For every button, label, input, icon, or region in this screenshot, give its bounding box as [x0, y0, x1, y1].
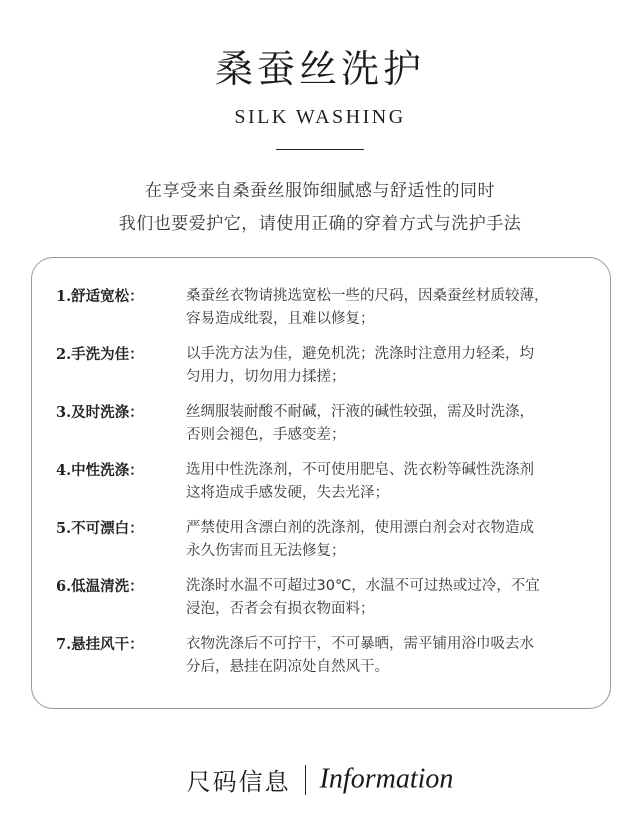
care-item-text	[186, 285, 608, 331]
care-item-line: 严禁使用含漂白剂的洗涤剂，使用漂白剂会对衣物造成	[186, 520, 534, 536]
care-item-text	[186, 517, 608, 563]
care-item-label: 4.中性洗涤：	[56, 462, 144, 479]
care-item-line: 丝绸服装耐酸不耐碱，汗液的碱性较强，需及时洗涤，	[186, 404, 534, 420]
size-info-heading	[0, 762, 640, 797]
care-item-line: 洗涤时水温不可超过30℃，水温不可过热或过冷，不宜	[186, 578, 540, 594]
care-item-label: 5.不可漂白：	[56, 520, 144, 537]
care-item-line: 以手洗方法为佳，避免机洗；洗涤时注意用力轻柔，均	[186, 346, 534, 362]
care-item-line: 衣物洗涤后不可拧干，不可暴晒，需平铺用浴巾吸去水	[186, 636, 534, 652]
care-item-line: 浸泡，否者会有损衣物面料；	[186, 601, 375, 617]
care-item-label: 1.舒适宽松：	[56, 288, 144, 305]
care-item-label: 7.悬挂风干：	[56, 636, 144, 653]
care-item-line: 选用中性洗涤剂，不可使用肥皂、洗衣粉等碱性洗涤剂	[186, 462, 534, 478]
size-info-title-cn: 尺码信息	[186, 768, 291, 796]
care-instructions-box	[31, 257, 611, 709]
care-item-text	[186, 633, 608, 679]
intro-line-2: 我们也要爱护它，请使用正确的穿着方式与洗护手法	[118, 214, 522, 234]
care-item-label: 6.低温清洗：	[56, 578, 144, 595]
care-item-line: 永久伤害而且无法修复；	[186, 543, 346, 559]
care-item-line: 这将造成手感发硬，失去光泽；	[186, 485, 389, 501]
care-item-label: 2.手洗为佳：	[56, 346, 144, 363]
care-item-label: 3.及时洗涤：	[56, 404, 144, 421]
care-item-line: 分后，悬挂在阴凉处自然风干。	[186, 659, 389, 675]
heading-separator	[305, 765, 306, 795]
page-title: 桑蚕丝洗护	[214, 47, 425, 91]
care-item-line: 容易造成纰裂，且难以修复；	[186, 311, 375, 327]
page-subtitle: SILK WASHING	[234, 106, 406, 128]
title-divider	[276, 149, 364, 150]
care-item-line: 桑蚕丝衣物请挑选宽松一些的尺码，因桑蚕丝材质较薄，	[186, 288, 549, 304]
care-item-text	[186, 343, 608, 389]
care-item-line: 匀用力，切勿用力揉搓；	[186, 369, 346, 385]
care-item-text	[186, 401, 608, 447]
care-item-line: 否则会褪色，手感变差；	[186, 427, 346, 443]
care-item-text	[186, 459, 608, 505]
care-item-text	[186, 575, 608, 621]
intro-line-1: 在享受来自桑蚕丝服饰细腻感与舒适性的同时	[145, 181, 495, 201]
size-info-title-en: Information	[319, 763, 454, 795]
